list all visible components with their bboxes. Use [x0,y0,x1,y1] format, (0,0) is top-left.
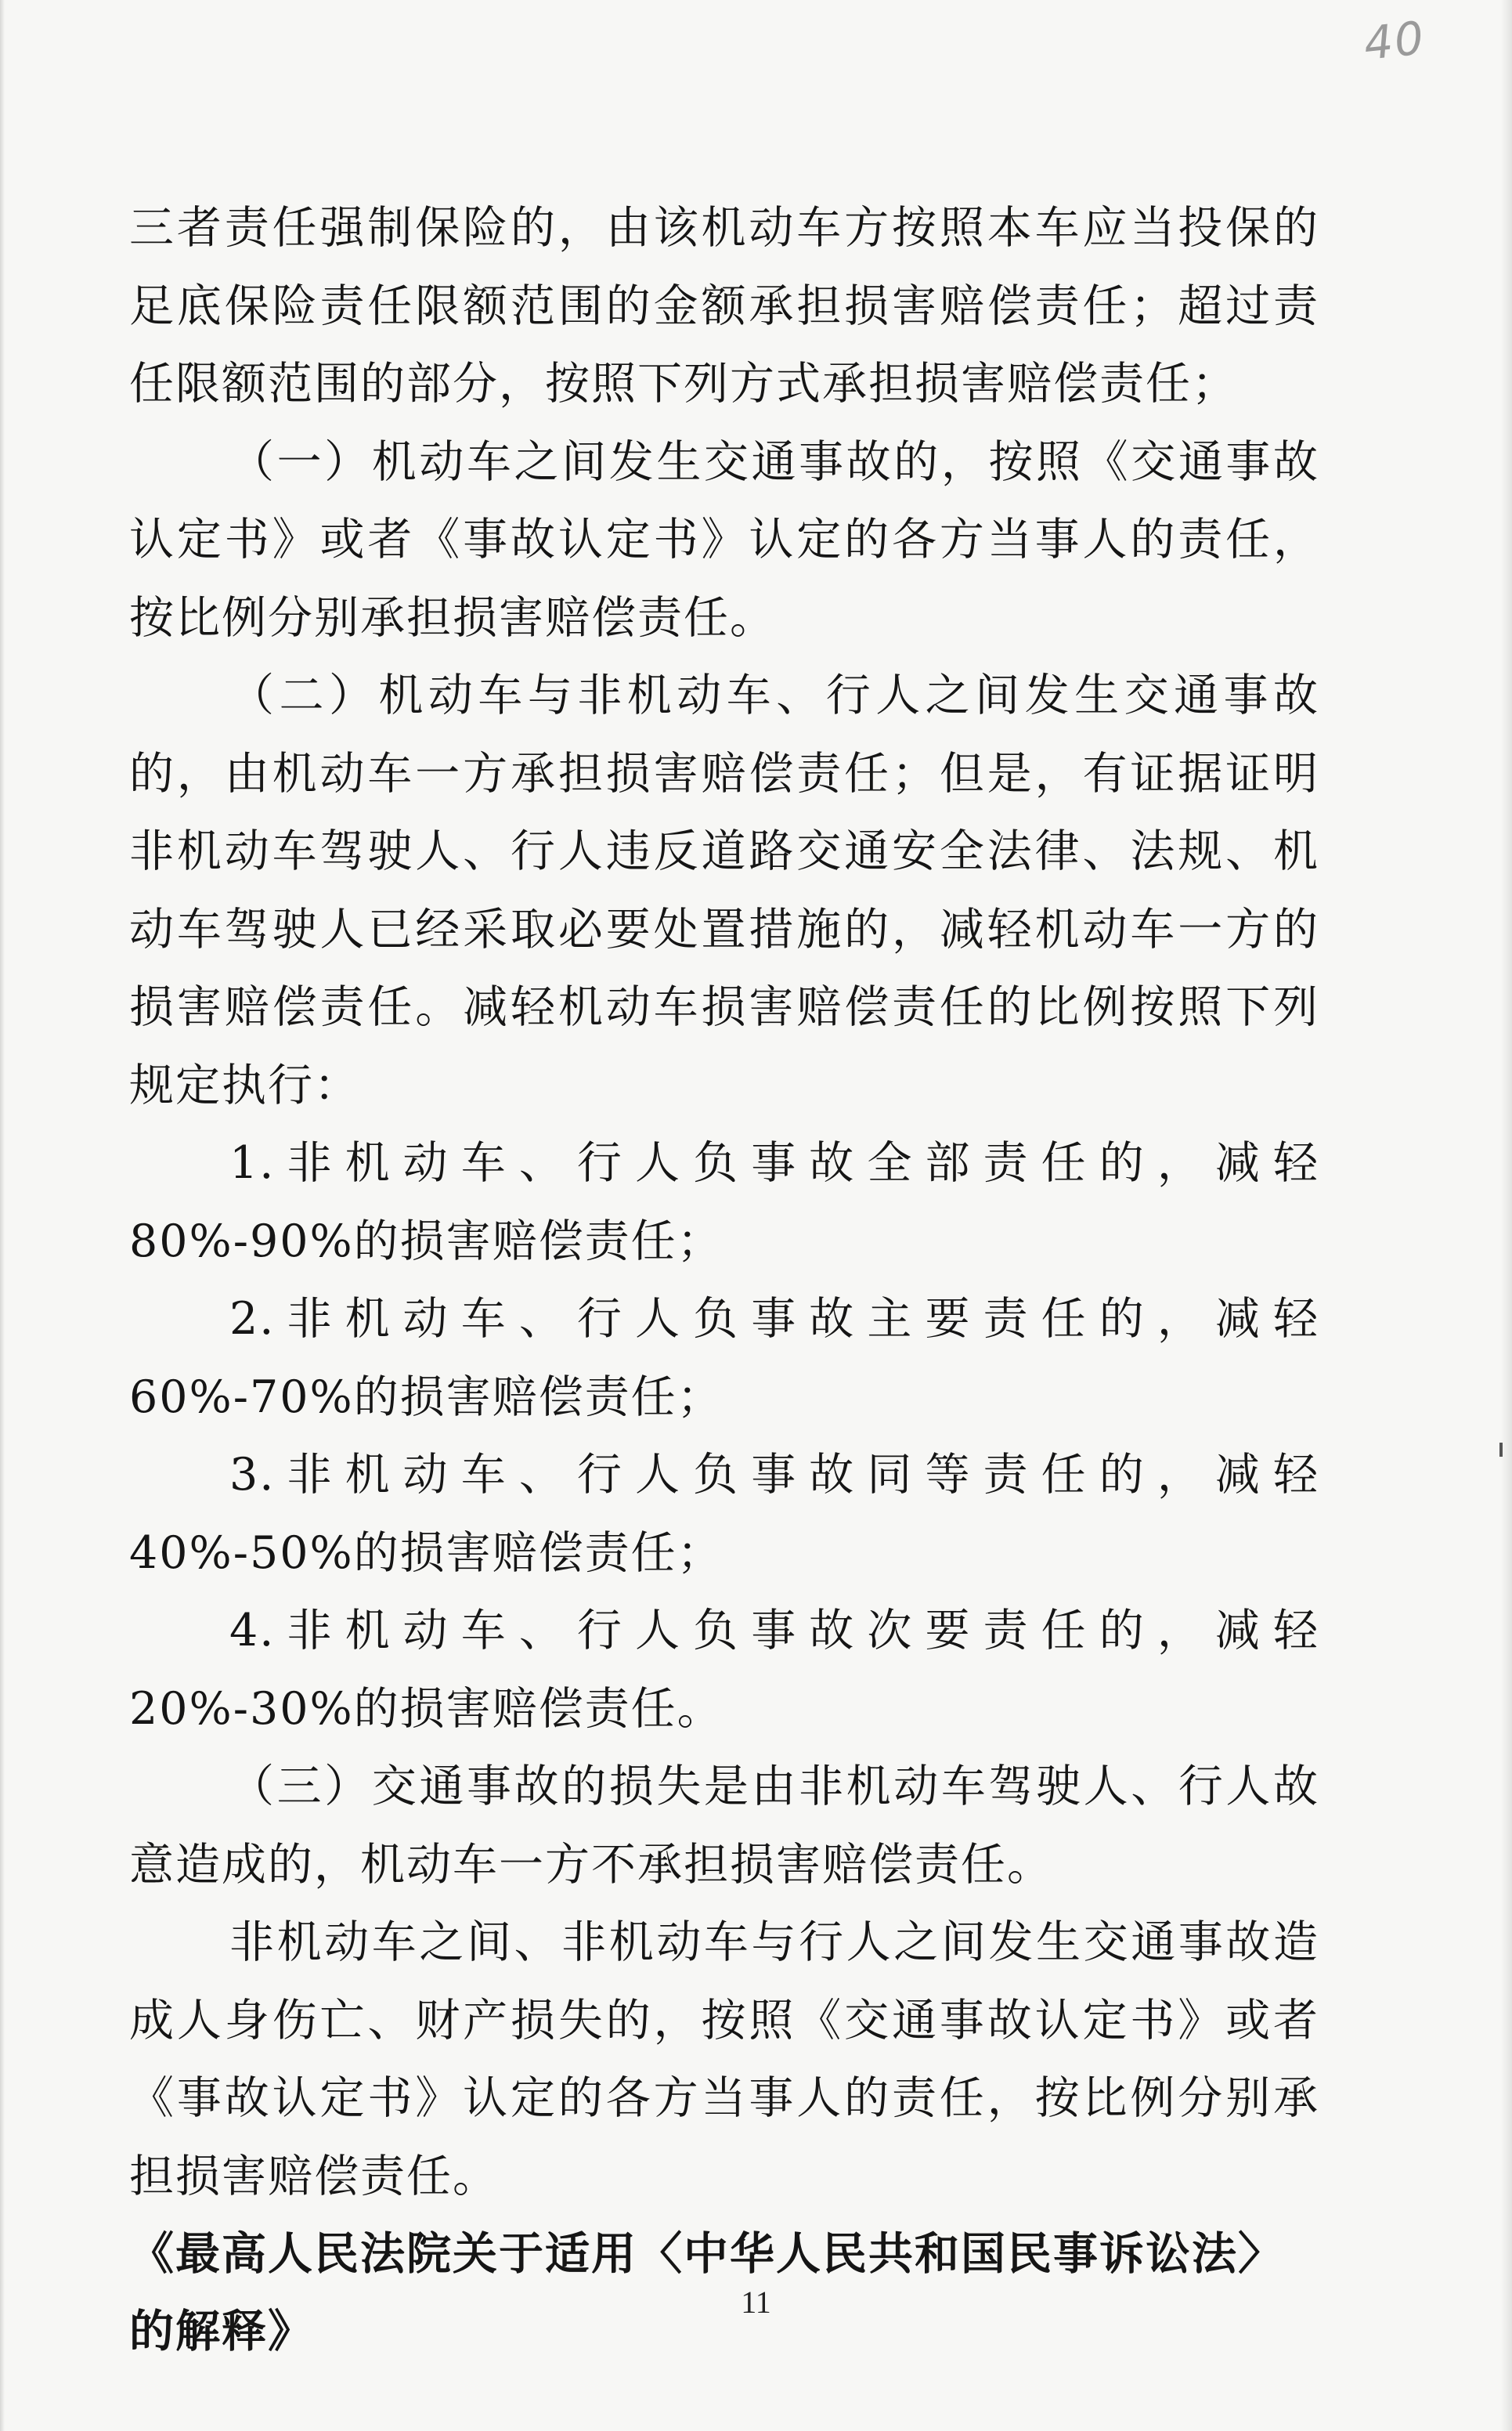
scan-speck [1499,1443,1503,1457]
paragraph-item-1: （一）机动车之间发生交通事故的，按照《交通事故认定书》或者《事故认定书》认定的各方当事人的责任，按比例分别承担损害赔偿责任。 [129,435,1319,644]
list-item-main-responsibility: 2.非机动车、行人负事故主要责任的，减轻 60%-70%的损害赔偿责任； [129,1293,1319,1423]
paragraph-item-3: （三）交通事故的损失是由非机动车驾驶人、行人故意造成的，机动车一方不承担损害赔偿责任。 [129,1761,1319,1891]
document-body [129,190,1319,2371]
list-item-equal-responsibility: 3.非机动车、行人负事故同等责任的，减轻 40%-50%的损害赔偿责任； [129,1449,1319,1579]
paragraph-item-2: （二）机动车与非机动车、行人之间发生交通事故的，由机动车一方承担损害赔偿责任；但是，有证据证明非机动车驾驶人、行人违反道路交通安全法律、法规、机动车驾驶人已经采取必要处置措施的，减轻机动车一方的损害赔偿责任。减轻机动车损害赔偿责任的比例按照下列规定执行： [129,670,1319,1111]
page-edge-shadow-right [1501,0,1512,2431]
list-item-full-responsibility: 1.非机动车、行人负事故全部责任的，减轻 80%-90%的损害赔偿责任； [129,1137,1319,1267]
page-number: 11 [741,2285,771,2320]
section-heading-judicial-interpretation: 《最高人民法院关于适用〈中华人民共和国民事诉讼法〉的解释》 [129,2228,1284,2357]
handwritten-page-mark: 40 [1361,11,1428,70]
paragraph-non-motor-vehicles: 非机动车之间、非机动车与行人之间发生交通事故造成人身伤亡、财产损失的，按照《交通事故认定书》或者《事故认定书》认定的各方当事人的责任，按比例分别承担损害赔偿责任。 [129,1916,1319,2202]
paragraph-liability-intro: 三者责任强制保险的，由该机动车方按照本车应当投保的足底保险责任限额范围的金额承担损害赔偿责任；超过责任限额范围的部分，按照下列方式承担损害赔偿责任； [129,202,1319,410]
list-item-secondary-responsibility: 4.非机动车、行人负事故次要责任的，减轻 20%-30%的损害赔偿责任。 [129,1605,1319,1735]
page-edge-shadow-left [0,0,5,2431]
